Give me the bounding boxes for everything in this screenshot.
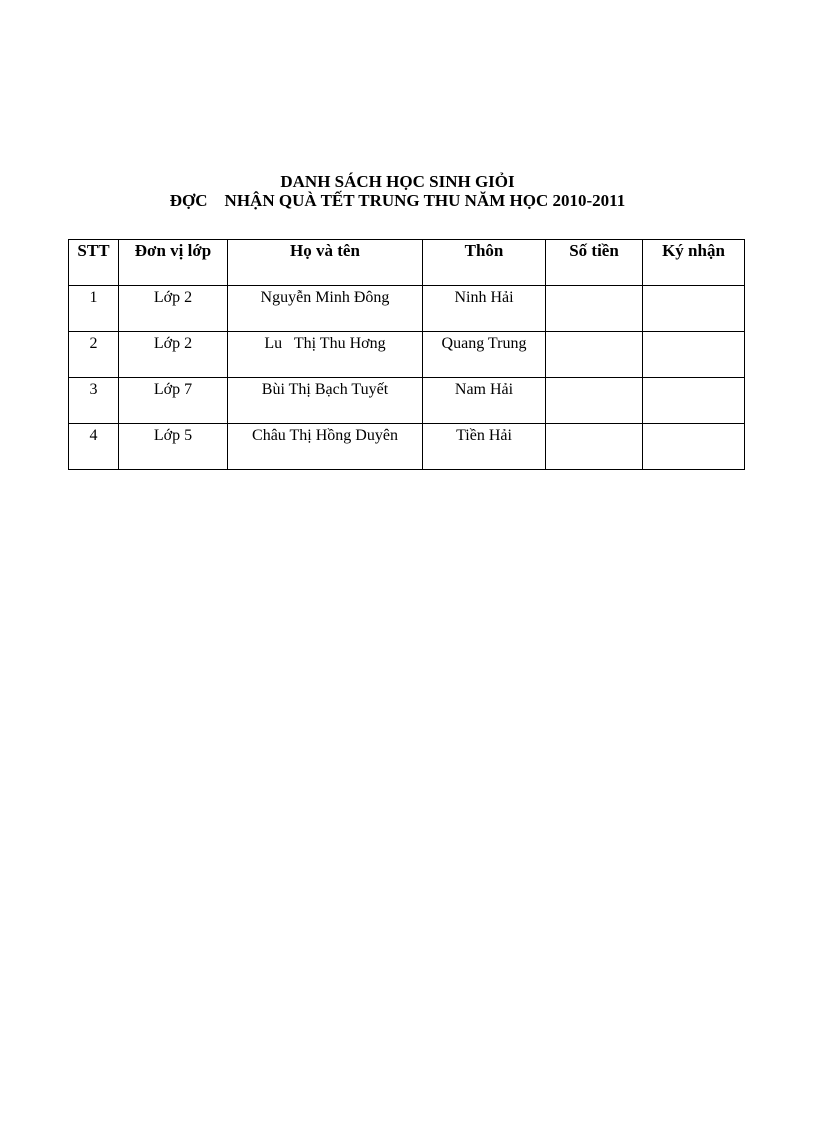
cell-signature [643,286,745,332]
cell-village: Quang Trung [423,332,546,378]
cell-village: Tiền Hải [423,424,546,470]
student-roster-table [68,239,745,470]
header-stt: STT [69,240,119,286]
cell-full-name: Châu Thị Hồng Duyên [228,424,423,470]
header-village: Thôn [423,240,546,286]
cell-amount [546,332,643,378]
cell-stt: 3 [69,378,119,424]
title-line-1: DANH SÁCH HỌC SINH GIỎI [280,172,515,191]
header-full-name: Họ và tên [228,240,423,286]
header-amount: Số tiền [546,240,643,286]
cell-full-name: Lu Thị Thu Hơng [228,332,423,378]
table-header-row [69,240,745,286]
cell-stt: 1 [69,286,119,332]
cell-signature [643,332,745,378]
cell-stt: 2 [69,332,119,378]
header-class-unit: Đơn vị lớp [119,240,228,286]
document-title [0,172,795,210]
cell-amount [546,378,643,424]
cell-signature [643,424,745,470]
cell-amount [546,286,643,332]
cell-stt: 4 [69,424,119,470]
cell-class-unit: Lớp 7 [119,378,228,424]
cell-class-unit: Lớp 2 [119,332,228,378]
cell-amount [546,424,643,470]
cell-signature [643,378,745,424]
cell-class-unit: Lớp 5 [119,424,228,470]
cell-village: Nam Hải [423,378,546,424]
table-row [69,332,745,378]
cell-full-name: Bùi Thị Bạch Tuyết [228,378,423,424]
cell-full-name: Nguyễn Minh Đông [228,286,423,332]
table-row [69,286,745,332]
table-row [69,424,745,470]
header-signature: Ký nhận [643,240,745,286]
cell-village: Ninh Hải [423,286,546,332]
table-row [69,378,745,424]
title-line-2: ĐỢC NHẬN QUÀ TẾT TRUNG THU NĂM HỌC 2010-2011 [169,191,626,210]
cell-class-unit: Lớp 2 [119,286,228,332]
